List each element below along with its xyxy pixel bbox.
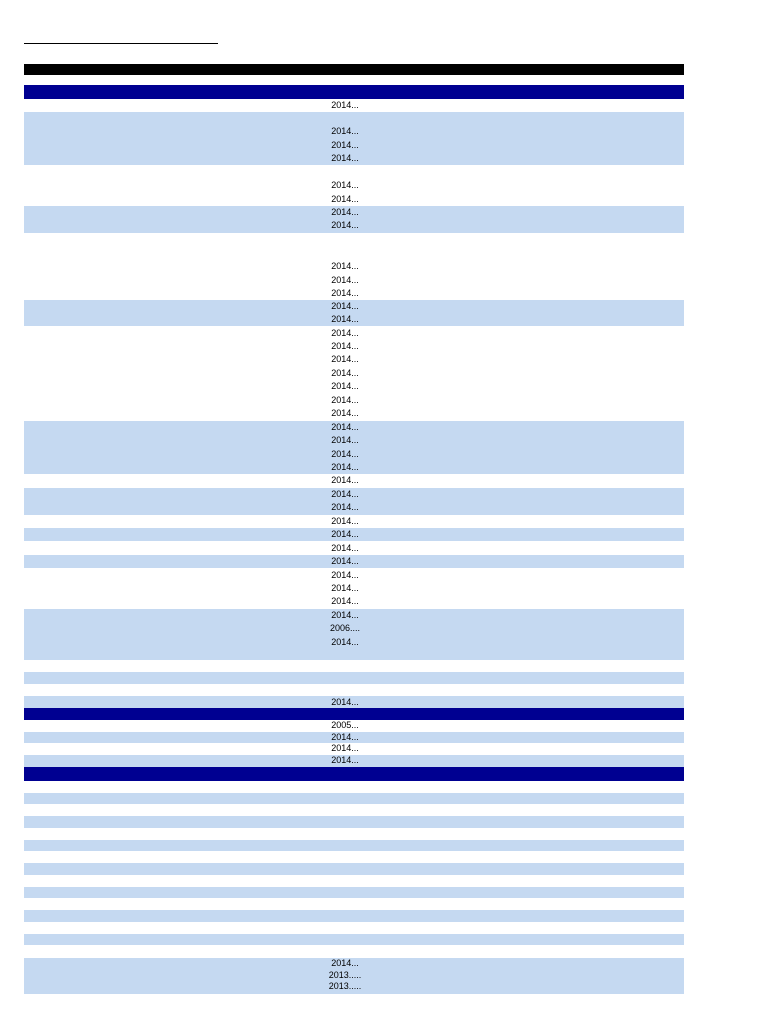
table-cell-date: 2014... [331,529,359,539]
table-cell-date: 2014... [331,755,359,765]
table-cell-date: 2014... [331,261,359,271]
shaded-row-band [24,672,684,684]
table-cell-date: 2014... [331,207,359,217]
table-cell-date: 2014... [331,408,359,418]
table-cell-date: 2014... [331,502,359,512]
table-cell-date: 2014... [331,288,359,298]
table-cell-date: 2014... [331,194,359,204]
table-cell-date: 2014... [331,275,359,285]
table-cell-date: 2014... [331,301,359,311]
table-cell-date: 2014... [331,516,359,526]
table-cell-date: 2014... [331,435,359,445]
table-cell-date: 2014... [331,341,359,351]
table-cell-date: 2014... [331,596,359,606]
table-cell-date: 2014... [331,610,359,620]
table-cell-date: 2014... [331,422,359,432]
table-cell-date: 2014... [331,732,359,742]
title-bar [24,64,684,75]
table-cell-date: 2014... [331,153,359,163]
shaded-row-band [24,910,684,922]
section-header-band [24,85,684,99]
table-cell-date: 2014... [331,462,359,472]
table-cell-date: 2014... [331,328,359,338]
table-cell-date: 2005... [331,720,359,730]
table-cell-date: 2013..... [328,970,362,980]
shaded-row-band [24,887,684,898]
table-cell-date: 2014... [331,743,359,753]
shaded-row-band [24,840,684,851]
shaded-row-band [24,863,684,875]
table-cell-date: 2014... [331,314,359,324]
shaded-row-band [24,934,684,945]
table-cell-date: 2014... [331,220,359,230]
table-cell-date: 2014... [331,556,359,566]
table-cell-date: 2014... [331,354,359,364]
table-cell-date: 2014... [331,958,359,968]
table-cell-date: 2014... [331,543,359,553]
table-cell-date: 2013..... [328,981,362,991]
table-cell-date: 2006.... [329,623,361,633]
table-cell-date: 2014... [331,381,359,391]
section-header-band [24,767,684,781]
shaded-row-band [24,793,684,804]
table-cell-date: 2014... [331,395,359,405]
table-cell-date: 2014... [331,583,359,593]
table-cell-date: 2014... [331,100,359,110]
shaded-row-band [24,816,684,828]
table-cell-date: 2014... [331,126,359,136]
table-cell-date: 2014... [331,475,359,485]
table-cell-date: 2014... [331,180,359,190]
table-cell-date: 2014... [331,697,359,707]
table-cell-date: 2014... [331,449,359,459]
table-cell-date: 2014... [331,140,359,150]
table-cell-date: 2014... [331,637,359,647]
section-header-band [24,708,684,720]
table-cell-date: 2014... [331,489,359,499]
table-cell-date: 2014... [331,570,359,580]
title-underline [24,43,218,44]
table-cell-date: 2014... [331,368,359,378]
